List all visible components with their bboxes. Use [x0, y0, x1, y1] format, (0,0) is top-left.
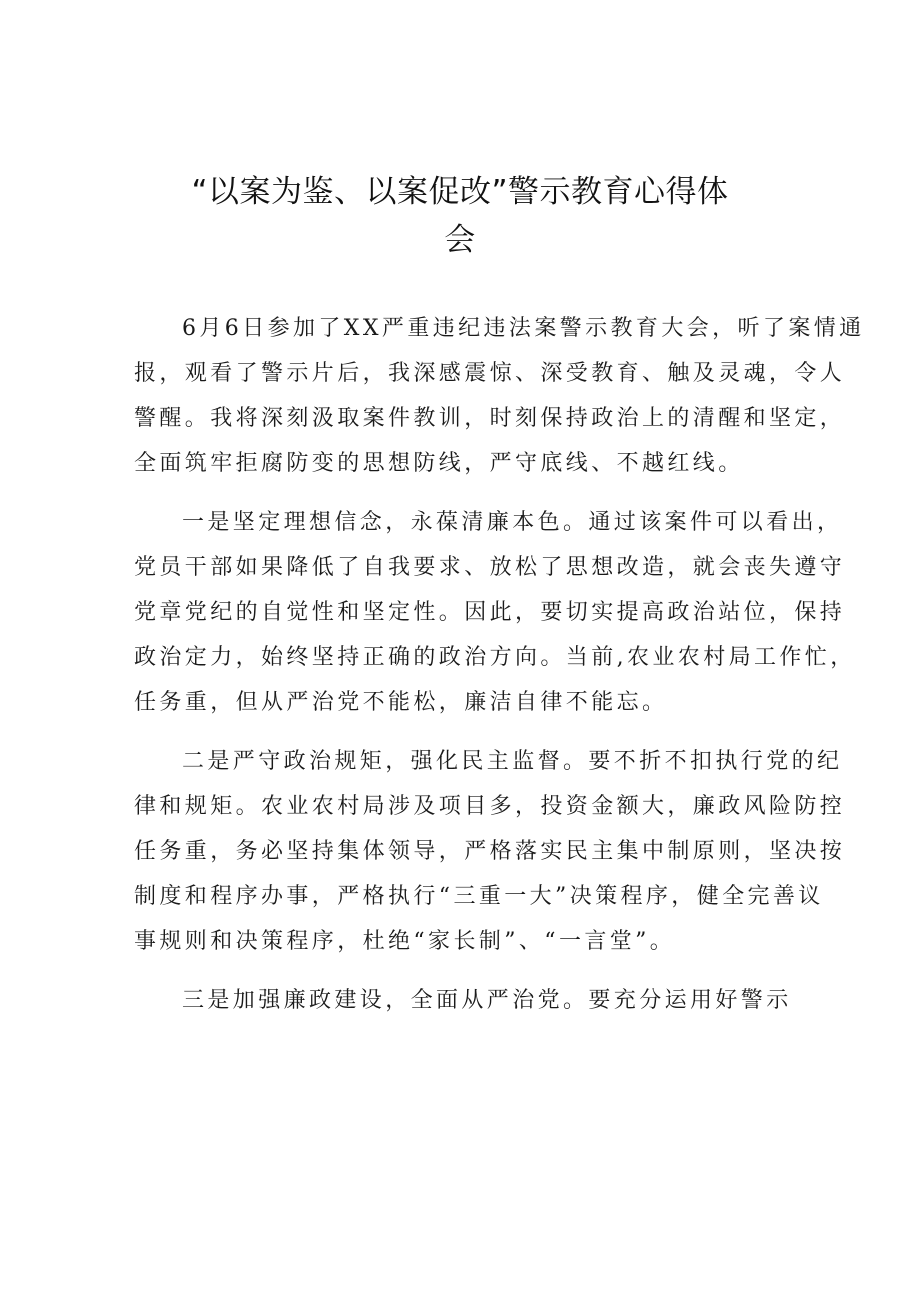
text-line: 全面筑牢拒腐防变的思想防线，严守底线、不越红线。 [134, 451, 744, 476]
document-body [134, 306, 865, 1037]
text-line: 政治定力，始终坚持正确的政治方向。当前,农业农村局工作忙， [134, 645, 856, 670]
text-line: 警醒。我将深刻汲取案件教训，时刻保持政治上的清醒和坚定， [134, 406, 846, 431]
text-line: 党员干部如果降低了自我要求、放松了思想改造，就会丧失遵守 [134, 555, 846, 580]
paragraph-point-three [134, 978, 794, 1023]
paragraph-point-two [134, 739, 846, 964]
text-line: 三是加强廉政建设，全面从严治党。要充分运用好警示 [182, 988, 792, 1013]
text-line: 党章党纪的自觉性和坚定性。因此，要切实提高政治站位，保持 [134, 600, 846, 625]
text-line: 6月6日参加了XX严重违纪违法案警示教育大会，听了案情通 [182, 316, 865, 341]
text-line: 任务重，但从严治党不能松，廉洁自律不能忘。 [134, 690, 668, 715]
text-line: 二是严守政治规矩，强化民主监督。要不折不扣执行党的纪 [182, 749, 843, 774]
text-line: 任务重，务必坚持集体领导，严格落实民主集中制原则，坚决按 [134, 839, 846, 864]
title-line: 会 [444, 222, 476, 258]
document-title [150, 168, 770, 264]
text-line: 律和规矩。农业农村局涉及项目多，投资金额大，廉政风险防控 [134, 794, 846, 819]
title-line: “以案为鉴、以案促改”警示教育心得体 [191, 174, 729, 210]
text-line: 事规则和决策程序，杜绝“家长制”、“一言堂”。 [134, 929, 676, 954]
text-line: 制度和程序办事，严格执行“三重一大”决策程序，健全完善议 [134, 884, 824, 909]
text-line: 一是坚定理想信念，永葆清廉本色。通过该案件可以看出， [182, 510, 843, 535]
paragraph-intro [134, 306, 865, 486]
text-line: 报，观看了警示片后，我深感震惊、深受教育、触及灵魂，令人 [134, 361, 846, 386]
paragraph-point-one [134, 500, 856, 725]
